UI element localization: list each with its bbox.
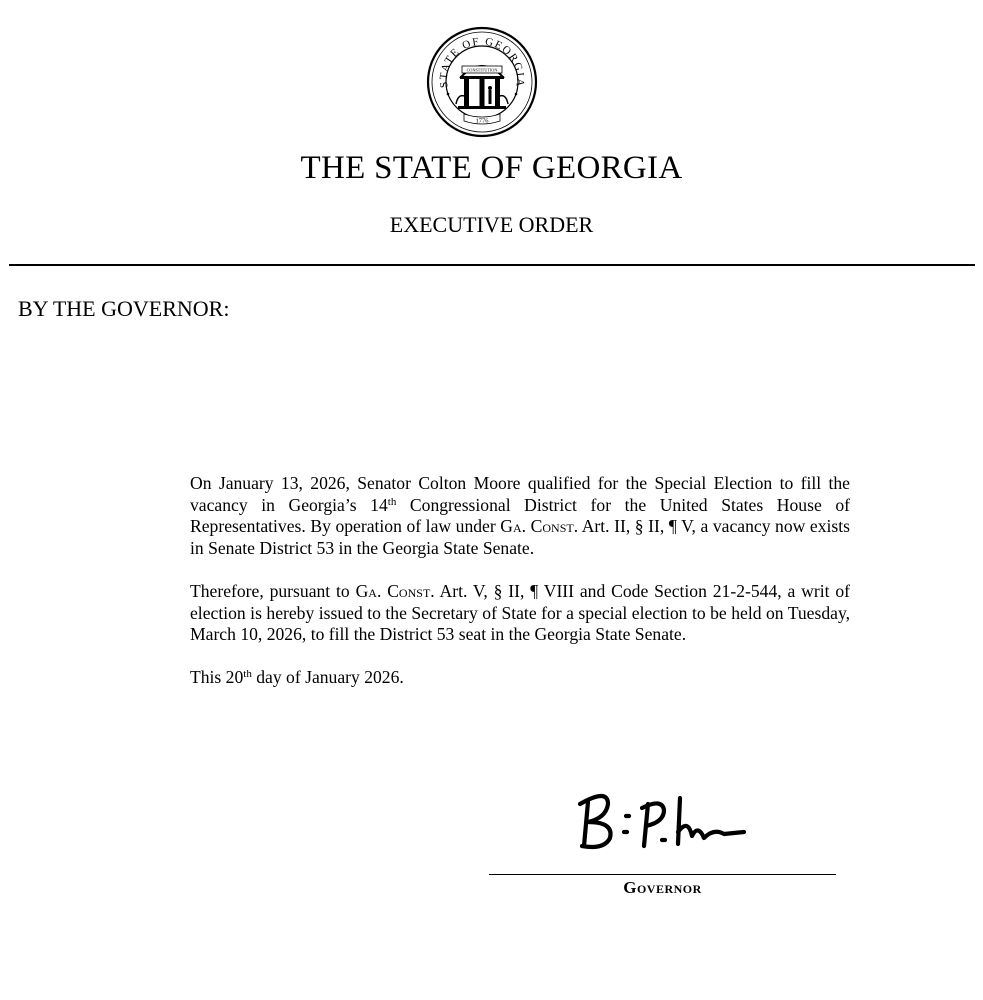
state-seal [426,26,538,138]
seal-banner-text: CONSTITUTION [466,67,498,73]
paragraph-writ-text-1: Therefore, pursuant to [190,580,356,601]
paragraph-vacancy-text-3: Art. II, § II, ¶ V, a vacancy now exists in Senate District 53 in the Georgia State Senate. [190,516,851,558]
paragraph-date-text-1: This 20 [190,667,244,688]
governor-label: Governor [623,878,702,897]
ordinal-suffix: th [387,495,397,508]
paragraph-vacancy [190,473,850,559]
constitution-citation: Ga. Const. [500,516,579,537]
constitution-citation: Ga. Const. [355,580,435,601]
signature-graphic [574,782,754,862]
seal-ring-text: STATE OF GEORGIA [437,35,527,89]
ordinal-suffix: th [243,668,252,681]
signature-line [489,874,836,875]
order-body [190,473,850,711]
document-title: THE STATE OF GEORGIA [300,150,683,186]
paragraph-writ [190,581,850,646]
seal-year: 1776 [475,117,489,125]
paragraph-date-text-2: day of January 2026. [251,667,404,688]
by-the-governor-line: BY THE GOVERNOR: [18,296,230,321]
header-divider [9,264,975,266]
document-subtitle: EXECUTIVE ORDER [389,212,594,237]
paragraph-writ-text-2: Art. V, § II, ¶ VIII and Code Section 21-2-544, a writ of election is hereby issued to the Secretary of State for a special election to be held on Tuesday, March 10, 2026, to fill the District 53 seat in the Georgia State Senate. [190,580,850,645]
governor-signature [574,782,754,862]
paragraph-date [190,667,850,689]
seal-graphic [426,26,538,138]
paragraph-vacancy-text-1: On January 13, 2026, Senator Colton Moore qualified for the Special Election to fill the vacancy in Georgia’s 14 [190,473,850,515]
paragraph-vacancy-text-2: Congressional District for the United States House of Representatives. By operation of law under [190,494,851,537]
